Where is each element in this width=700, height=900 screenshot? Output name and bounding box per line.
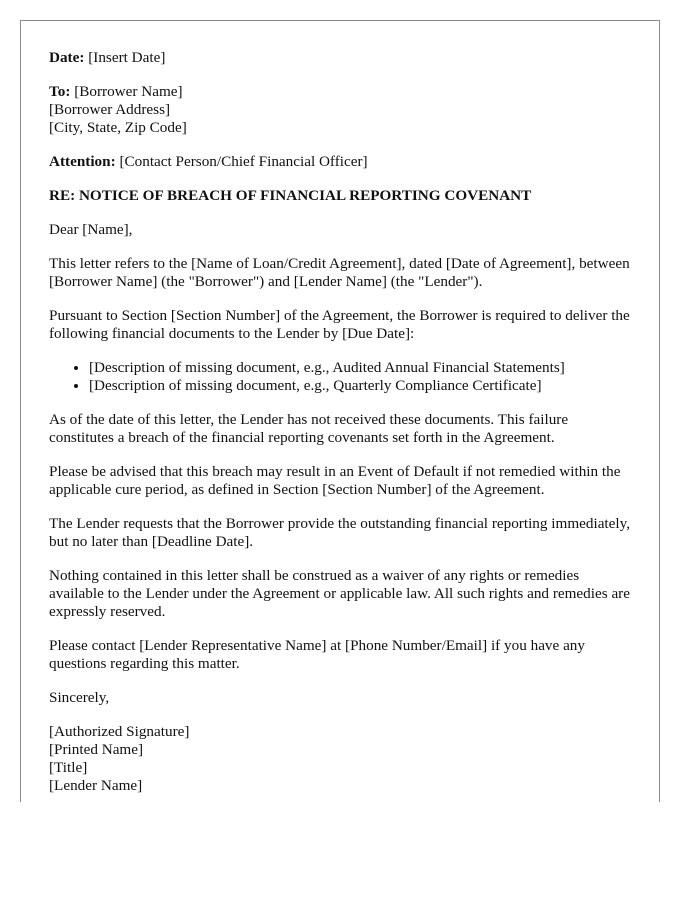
missing-documents-list bbox=[49, 359, 631, 395]
list-item: • [Description of missing document, e.g., Audited Annual Financial Statements] bbox=[89, 359, 631, 377]
paragraph-advised: Please be advised that this breach may result in an Event of Default if not remedied within the applicable cure period, as defined in Section [Section Number] of the Agreement. bbox=[49, 463, 621, 498]
signature-line: [Authorized Signature] bbox=[49, 723, 190, 740]
attention-label: Attention: bbox=[49, 153, 116, 170]
to-label: To: bbox=[49, 83, 71, 100]
attention-value: [Contact Person/Chief Financial Officer] bbox=[119, 153, 368, 170]
subject-line: RE: NOTICE OF BREACH OF FINANCIAL REPORTING COVENANT bbox=[49, 187, 532, 204]
paragraph-contact: Please contact [Lender Representative Name] at [Phone Number/Email] if you have any questions regarding this matter. bbox=[49, 637, 585, 672]
date-line bbox=[49, 49, 631, 67]
salutation: Dear [Name], bbox=[49, 221, 133, 238]
paragraph-pursuant: Pursuant to Section [Section Number] of the Agreement, the Borrower is required to deliver the following financial documents to the Lender by [Due Date]: bbox=[49, 307, 630, 342]
closing: Sincerely, bbox=[49, 689, 110, 706]
paragraph-failure: As of the date of this letter, the Lender has not received these documents. This failure constitutes a breach of the financial reporting covenants set forth in the Agreement. bbox=[49, 411, 569, 446]
date-value: [Insert Date] bbox=[88, 49, 166, 66]
lender-name-line: [Lender Name] bbox=[49, 777, 143, 794]
title-line: [Title] bbox=[49, 759, 88, 776]
list-item: • [Description of missing document, e.g., Quarterly Compliance Certificate] bbox=[89, 377, 631, 395]
letter-page bbox=[20, 20, 660, 802]
date-label: Date: bbox=[49, 49, 85, 66]
signature-block bbox=[49, 723, 631, 795]
paragraph-intro: This letter refers to the [Name of Loan/Credit Agreement], dated [Date of Agreement], between [Borrower Name] (the "Borrower") and [Lender Name] (the "Lender"). bbox=[49, 255, 630, 290]
recipient-city-state-zip: [City, State, Zip Code] bbox=[49, 119, 187, 136]
recipient-block bbox=[49, 83, 631, 137]
paragraph-waiver: Nothing contained in this letter shall be construed as a waiver of any rights or remedies available to the Lender under the Agreement or applicable law. All such rights and remedies are expressly reserved. bbox=[49, 567, 630, 620]
recipient-address: [Borrower Address] bbox=[49, 101, 171, 118]
recipient-name: [Borrower Name] bbox=[74, 83, 183, 100]
paragraph-request: The Lender requests that the Borrower provide the outstanding financial reporting immediately, but no later than [Deadline Date]. bbox=[49, 515, 631, 550]
printed-name-line: [Printed Name] bbox=[49, 741, 144, 758]
attention-line bbox=[49, 153, 631, 171]
